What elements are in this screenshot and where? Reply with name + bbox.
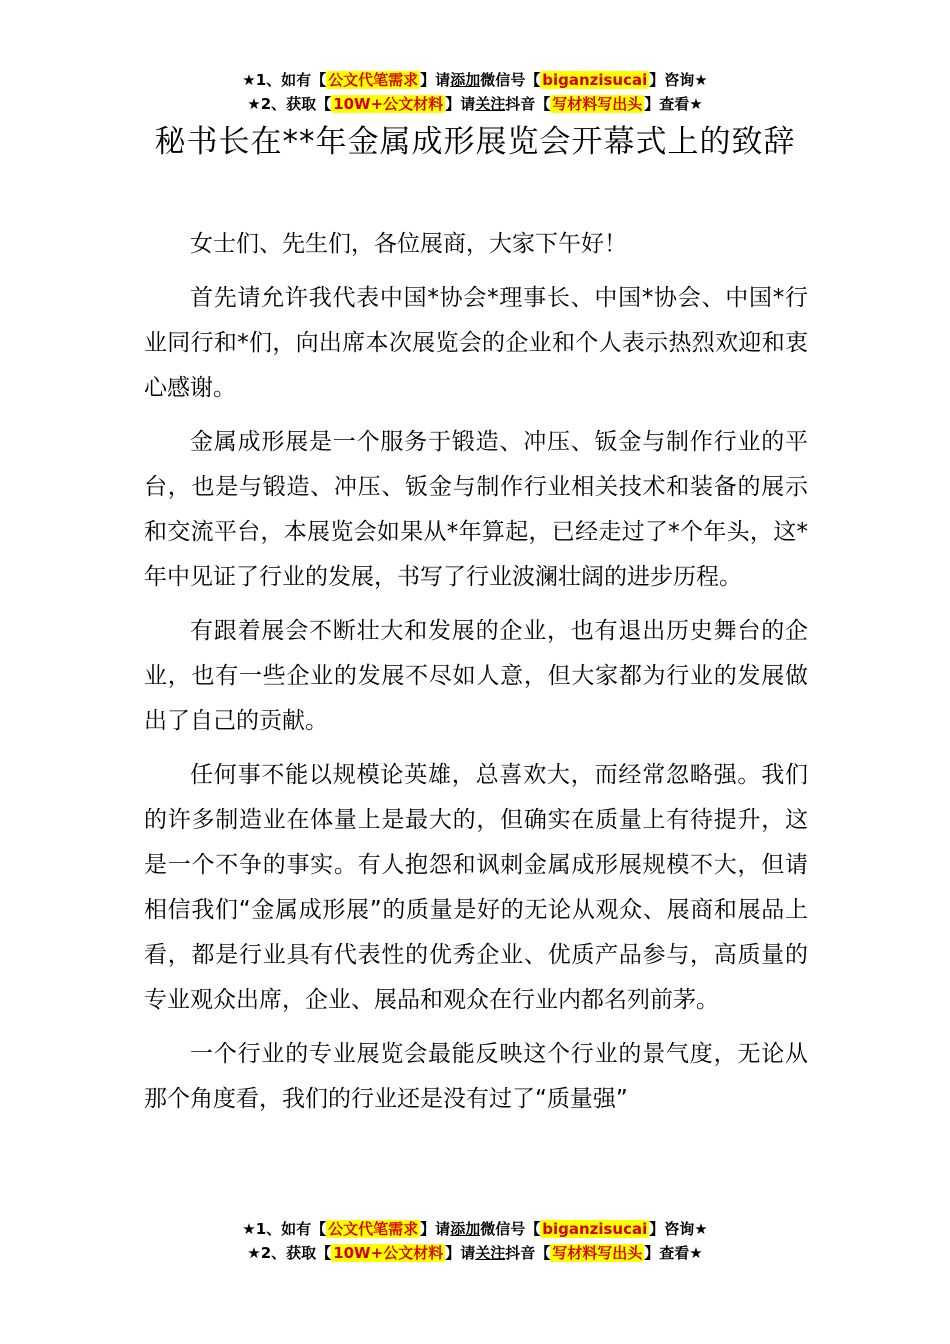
promo-text: 抖音【 [505, 95, 551, 113]
document-title: 秘书长在**年金属成形展览会开幕式上的致辞 [154, 124, 796, 160]
promo-text: 】咨询★ [649, 71, 708, 89]
promo-text: 】查看★ [644, 95, 703, 113]
promo-text: 】咨询★ [649, 1220, 708, 1238]
paragraph: 有跟着展会不断壮大和发展的企业，也有退出历史舞台的企业，也有一些企业的发展不尽如人意，但大家都为行业的发展做出了自己的贡献。 [144, 618, 808, 734]
promo-text: 】请 [445, 95, 476, 113]
promo-text: ★1、如有【 [242, 1220, 327, 1238]
paragraph: 首先请允许我代表中国*协会*理事长、中国*协会、中国*行业同行和*们，向出席本次展览会的企业和个人表示热烈欢迎和衷心感谢。 [144, 285, 808, 401]
promo-highlight: 公文代笔需求 [328, 1220, 419, 1238]
promo-highlight: 10W+公文材料 [333, 1244, 444, 1262]
promo-underlined: 关注 [475, 1244, 506, 1262]
promo-underlined: 添加 [450, 71, 481, 89]
promo-highlight: biganzisucai [542, 1220, 648, 1238]
promo-highlight: 写材料写出头 [552, 95, 643, 113]
promo-highlight: biganzisucai [542, 71, 648, 89]
paragraph: 一个行业的专业展览会最能反映这个行业的景气度，无论从那个角度看，我们的行业还是没有过了“质量强” [144, 1041, 808, 1112]
promo-highlight: 10W+公文材料 [333, 95, 444, 113]
promo-text: 微信号【 [480, 71, 541, 89]
promo-underlined: 关注 [475, 95, 506, 113]
promo-underlined: 添加 [450, 1220, 481, 1238]
paragraph: 女士们、先生们，各位展商，大家下午好！ [190, 231, 627, 257]
promo-text: 】请 [420, 71, 451, 89]
promo-highlight: 写材料写出头 [552, 1244, 643, 1262]
promo-text: 微信号【 [480, 1220, 541, 1238]
promo-line-2 [0, 1241, 950, 1265]
promo-line-1 [0, 68, 950, 92]
top-promo-banner [0, 68, 950, 116]
document-body [144, 222, 808, 1131]
promo-highlight: 公文代笔需求 [328, 71, 419, 89]
promo-text: ★2、获取【 [247, 1244, 332, 1262]
promo-text: ★2、获取【 [247, 95, 332, 113]
promo-text: ★1、如有【 [242, 71, 327, 89]
promo-line-2 [0, 92, 950, 116]
promo-text: 】请 [420, 1220, 451, 1238]
promo-line-1 [0, 1217, 950, 1241]
promo-text: 】请 [445, 1244, 476, 1262]
paragraph: 任何事不能以规模论英雄，总喜欢大，而经常忽略强。我们的许多制造业在体量上是最大的，但确实在质量上有待提升，这是一个不争的事实。有人抱怨和讽刺金属成形展规模不大，但请相信我们“金属成形展”的质量是好的无论从观众、展商和展品上看，都是行业具有代表性的优秀企业、优质产品参与，高质量的专业观众出席，企业、展品和观众在行业内都名列前茅。 [144, 762, 808, 1013]
promo-text: 】查看★ [644, 1244, 703, 1262]
paragraph: 金属成形展是一个服务于锻造、冲压、钣金与制作行业的平台，也是与锻造、冲压、钣金与制作行业相关技术和装备的展示和交流平台，本展览会如果从*年算起，已经走过了*个年头，这*年中见证了行业的发展，书写了行业波澜壮阔的进步历程。 [144, 429, 808, 590]
bottom-promo-banner [0, 1217, 950, 1265]
promo-text: 抖音【 [505, 1244, 551, 1262]
